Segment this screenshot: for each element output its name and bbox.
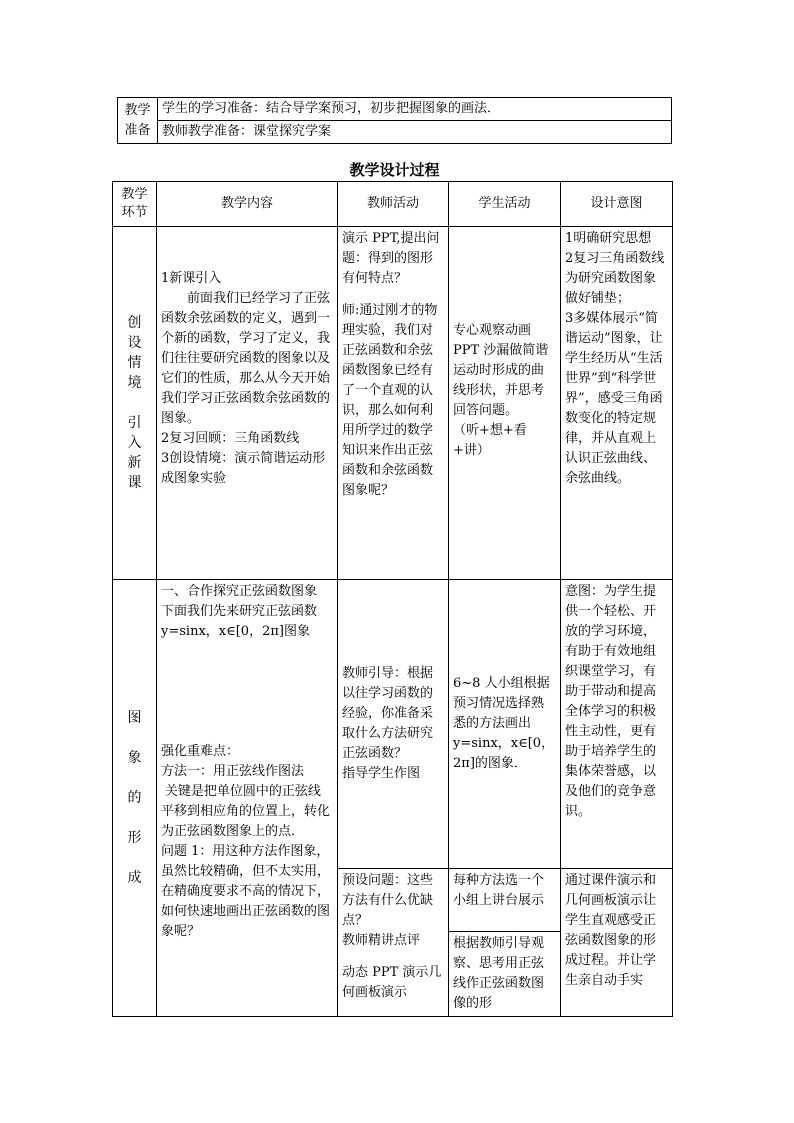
student-formation-a: 6~8 人小组根据预习情况选择熟悉的方法画出 y=sinx，x∈[0，2π]的图象． xyxy=(449,580,561,869)
teacher-paragraph: 教师精讲点评 xyxy=(342,933,421,948)
prep-label-line2: 准备 xyxy=(124,122,151,138)
preparation-table xyxy=(117,97,672,144)
process-table xyxy=(112,181,673,1017)
intent-intro xyxy=(561,227,673,580)
row-formation xyxy=(113,580,673,869)
header-teacher: 教师活动 xyxy=(338,182,449,227)
content-paragraph: 问题 1：用这种方法作图象，虽然比较精确，但不太实用，在精确度要求不高的情况下，如何快速地画出正弦函数的图象呢？ xyxy=(161,844,331,939)
student-paragraph: （听+想+看+讲） xyxy=(453,423,527,458)
stage-char: 境 xyxy=(127,375,142,391)
header-intent: 设计意图 xyxy=(561,182,673,227)
stage-char: 情 xyxy=(127,355,142,371)
content-paragraph: 前面我们已经学习了正弦函数余弦函数的定义，遇到一个新的函数，学习了定义，我们往往要研究函数的图象以及它们的性质，那么从今天开始我们学习正弦函数余弦函数的图象。 xyxy=(161,291,331,426)
stage-char: 设 xyxy=(127,335,142,351)
header-stage-line1: 教学 xyxy=(121,187,148,202)
stage-char: 课 xyxy=(127,475,142,491)
teacher-paragraph: 指导学生作图 xyxy=(342,766,421,781)
stage-char: 创 xyxy=(127,315,142,331)
teacher-paragraph: 预设问题：这些方法有什么优缺点？ xyxy=(342,873,434,928)
process-title: 教学设计过程 xyxy=(349,161,440,179)
student-paragraph: 专心观察动画PPT 沙漏做简谐运动时形成的曲线形状，并思考回答问题。 xyxy=(453,323,549,418)
prep-label-line1: 教学 xyxy=(124,102,151,118)
teacher-formation-a xyxy=(338,580,449,869)
row-intro xyxy=(113,227,673,580)
intent-paragraph: 2复习三角函数线为研究函数图象做好铺垫； xyxy=(565,251,665,306)
intent-paragraph: 3多媒体展示“简谐运动”图象，让学生经历从“生活世界”到“科学世界”，感受三角函数变化的特定规律，并从直观上认识正弦曲线、余弦曲线。 xyxy=(565,311,663,486)
stage-char: 入 xyxy=(127,435,142,451)
content-paragraph: 一、合作探究正弦函数图象 xyxy=(161,584,318,599)
content-paragraph: 关键是把单位圆中的正弦线平移到相应角的位置上，转化为正弦函数图象上的点． xyxy=(161,784,331,839)
header-stage xyxy=(113,182,157,227)
stage-intro xyxy=(113,227,157,580)
stage-char: 引 xyxy=(127,415,142,431)
teacher-paragraph: 师:通过刚才的物理实验，我们对正弦函数和余弦函数图象已经有了一个直观的认识，那么如何利用所学过的数学知识来作出正弦函数和余弦函数图象呢？ xyxy=(342,303,438,498)
teacher-intro xyxy=(338,227,449,580)
header-student: 学生活动 xyxy=(449,182,561,227)
teacher-paragraph: 教师引导：根据以往学习函数的经验，你准备采取什么方法研究正弦函数？ xyxy=(342,666,434,761)
stage-char: 象 xyxy=(127,750,142,766)
student-prep: 学生的学习准备：结合导学案预习，初步把握图象的画法． xyxy=(158,98,672,121)
header-row xyxy=(113,182,673,227)
content-item: 2复习回顾：三角函数线 xyxy=(161,431,300,446)
prep-label xyxy=(118,98,158,144)
content-item: 1新课引入 xyxy=(161,271,222,286)
content-paragraph: 下面我们先来研究正弦函数 y=sinx，x∈[0，2π]图象 xyxy=(161,604,318,639)
teacher-paragraph: 演示 PPT,提出问题：得到的图形有何特点？ xyxy=(342,231,440,286)
content-paragraph: 强化重难点： xyxy=(161,744,240,759)
content-item: 3创设情境：演示简谐运动形成图象实验 xyxy=(161,451,326,486)
content-paragraph: 方法一：用正弦线作图法 xyxy=(161,764,305,779)
content-intro xyxy=(157,227,338,580)
intent-formation-a: 意图：为学生提供一个轻松、开放的学习环境，有助于有效地组织课堂学习，有助于带动和提高全体学习的积极性主动性，更有助于培养学生的集体荣誉感，以及他们的竞争意识。 xyxy=(561,580,673,869)
stage-char: 形 xyxy=(127,830,142,846)
stage-char: 成 xyxy=(127,870,142,886)
intent-paragraph: 1明确研究思想 xyxy=(565,231,652,246)
student-formation-b1: 每种方法选一个小组上讲台展示 xyxy=(449,869,561,932)
teacher-prep: 教师教学准备：课堂探究学案 xyxy=(158,121,672,144)
teacher-formation-b xyxy=(338,869,449,1017)
stage-char: 的 xyxy=(127,790,142,806)
stage-char: 新 xyxy=(127,455,142,471)
student-intro xyxy=(449,227,561,580)
intent-formation-b: 通过课件演示和几何画板演示让学生直观感受正弦函数图象的形成过程。并让学生亲自动手实 xyxy=(561,869,673,1017)
stage-formation xyxy=(113,580,157,1017)
header-stage-line2: 环节 xyxy=(121,205,148,220)
header-content: 教学内容 xyxy=(157,182,338,227)
stage-char: 图 xyxy=(127,710,142,726)
content-formation xyxy=(157,580,338,1017)
student-formation-b2: 根据教师引导观察、思考用正弦线作正弦函数图像的形 xyxy=(449,932,561,1017)
teacher-paragraph: 动态 PPT 演示几何画板演示 xyxy=(342,965,442,1000)
